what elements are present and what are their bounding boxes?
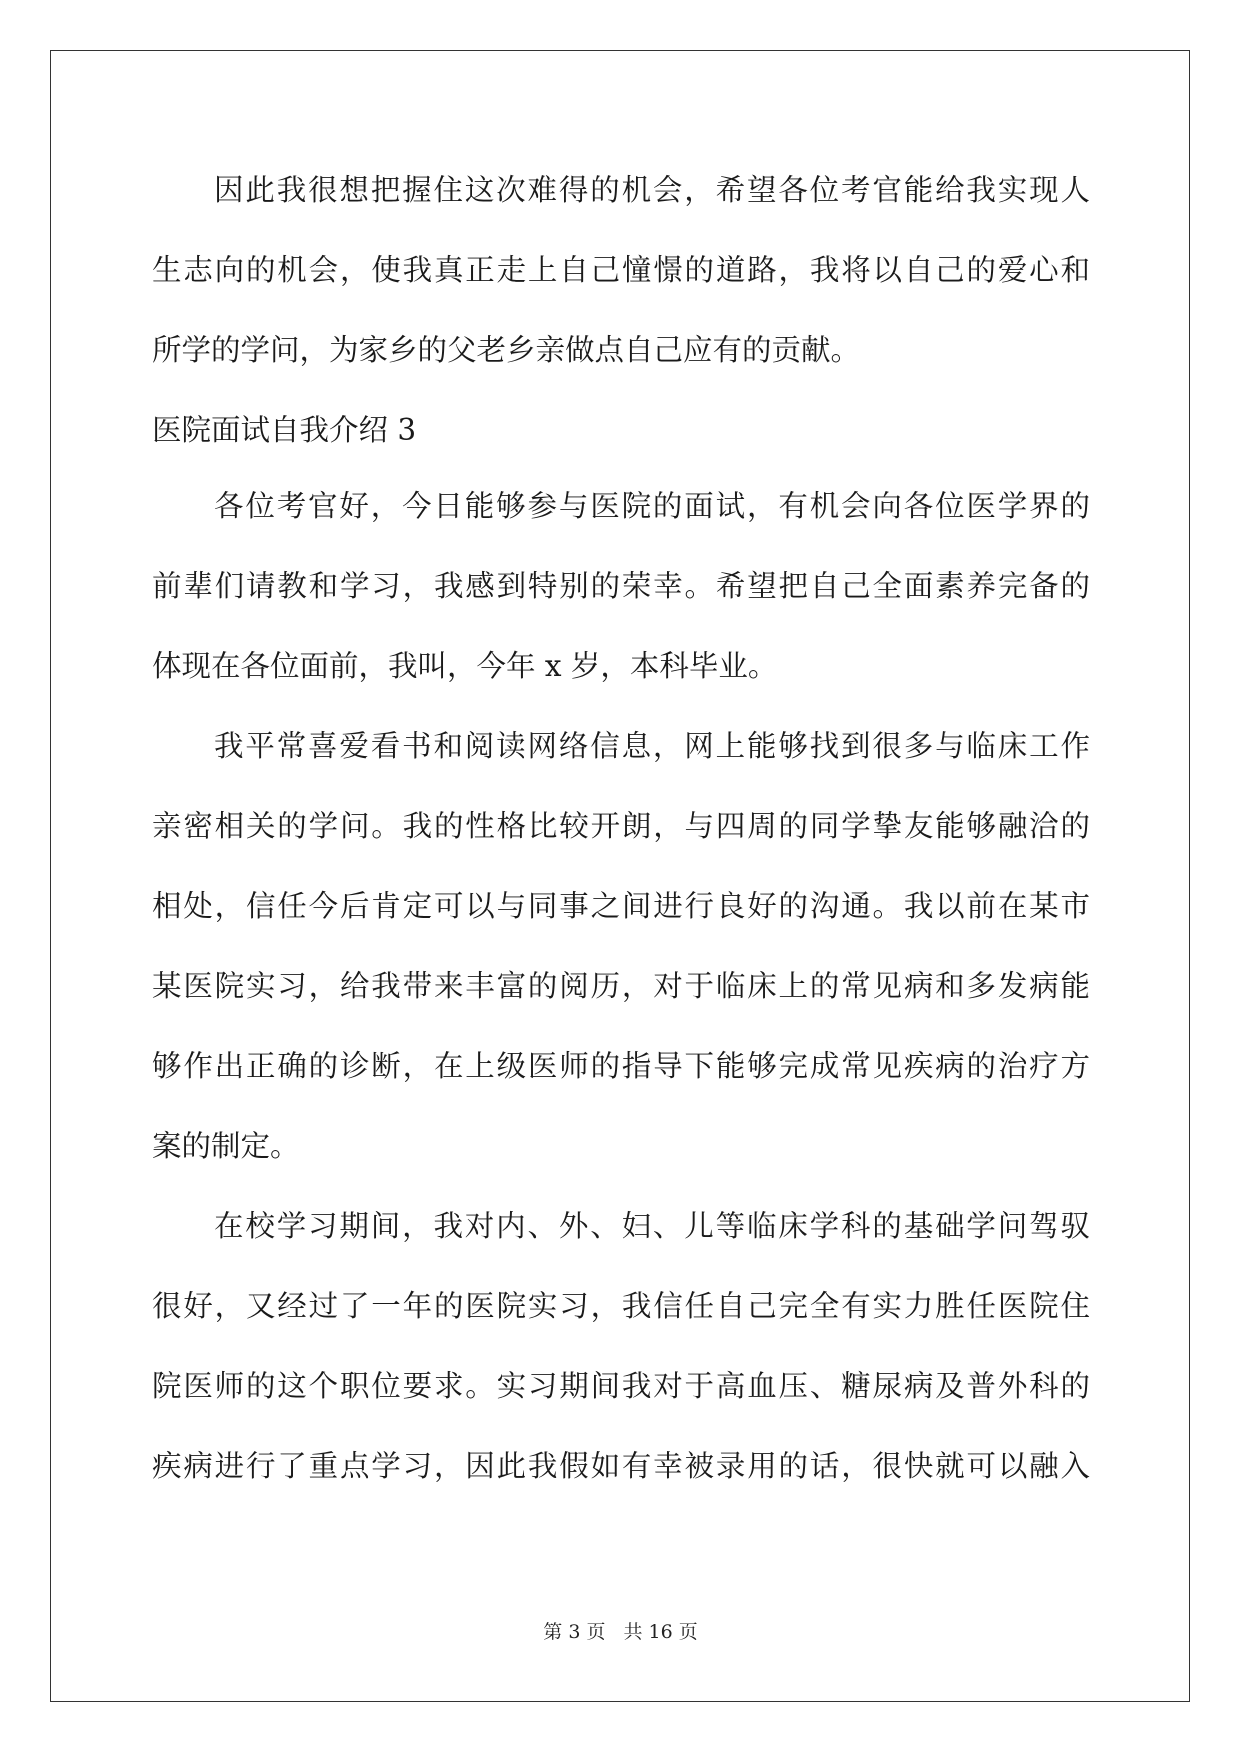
text-line: 各位考官好，今日能够参与医院的面试，有机会向各位医学界的 — [214, 489, 1090, 523]
paragraph — [152, 718, 1090, 1198]
text-line: 生志向的机会，使我真正走上自己憧憬的道路，我将以自己的爱心和 — [152, 253, 1090, 287]
text-line: 因此我很想把握住这次难得的机会，希望各位考官能给我实现人 — [214, 173, 1090, 207]
text-line: 亲密相关的学问。我的性格比较开朗，与四周的同学挚友能够融洽的 — [152, 809, 1090, 843]
text-line: 很好，又经过了一年的医院实习，我信任自己完全有实力胜任医院住 — [152, 1289, 1090, 1323]
page-number: 第 3 页 — [543, 1621, 606, 1643]
paragraph — [152, 1198, 1090, 1518]
text-line: 我平常喜爱看书和阅读网络信息，网上能够找到很多与临床工作 — [214, 729, 1090, 763]
text-line: 疾病进行了重点学习，因此我假如有幸被录用的话，很快就可以融入 — [152, 1449, 1090, 1483]
text-line: 院医师的这个职位要求。实习期间我对于高血压、糖尿病及普外科的 — [152, 1369, 1090, 1403]
section-heading: 医院面试自我介绍 3 — [152, 413, 417, 447]
document-body — [152, 162, 1090, 1518]
text-line: 够作出正确的诊断，在上级医师的指导下能够完成常见疾病的治疗方 — [152, 1049, 1090, 1083]
text-line: 在校学习期间，我对内、外、妇、儿等临床学科的基础学问驾驭 — [214, 1209, 1090, 1243]
text-line: 案的制定。 — [152, 1129, 300, 1163]
page-total: 共 16 页 — [623, 1621, 698, 1643]
text-line: 所学的学问，为家乡的父老乡亲做点自己应有的贡献。 — [152, 333, 861, 367]
text-line: 前辈们请教和学习，我感到特别的荣幸。希望把自己全面素养完备的 — [152, 569, 1090, 603]
text-line: 某医院实习，给我带来丰富的阅历，对于临床上的常见病和多发病能 — [152, 969, 1090, 1003]
text-line: 相处，信任今后肯定可以与同事之间进行良好的沟通。我以前在某市 — [152, 889, 1090, 923]
paragraph — [152, 478, 1090, 718]
paragraph — [152, 162, 1090, 402]
page-footer — [0, 1617, 1241, 1644]
text-line: 体现在各位面前，我叫，今年 x 岁，本科毕业。 — [152, 649, 778, 683]
